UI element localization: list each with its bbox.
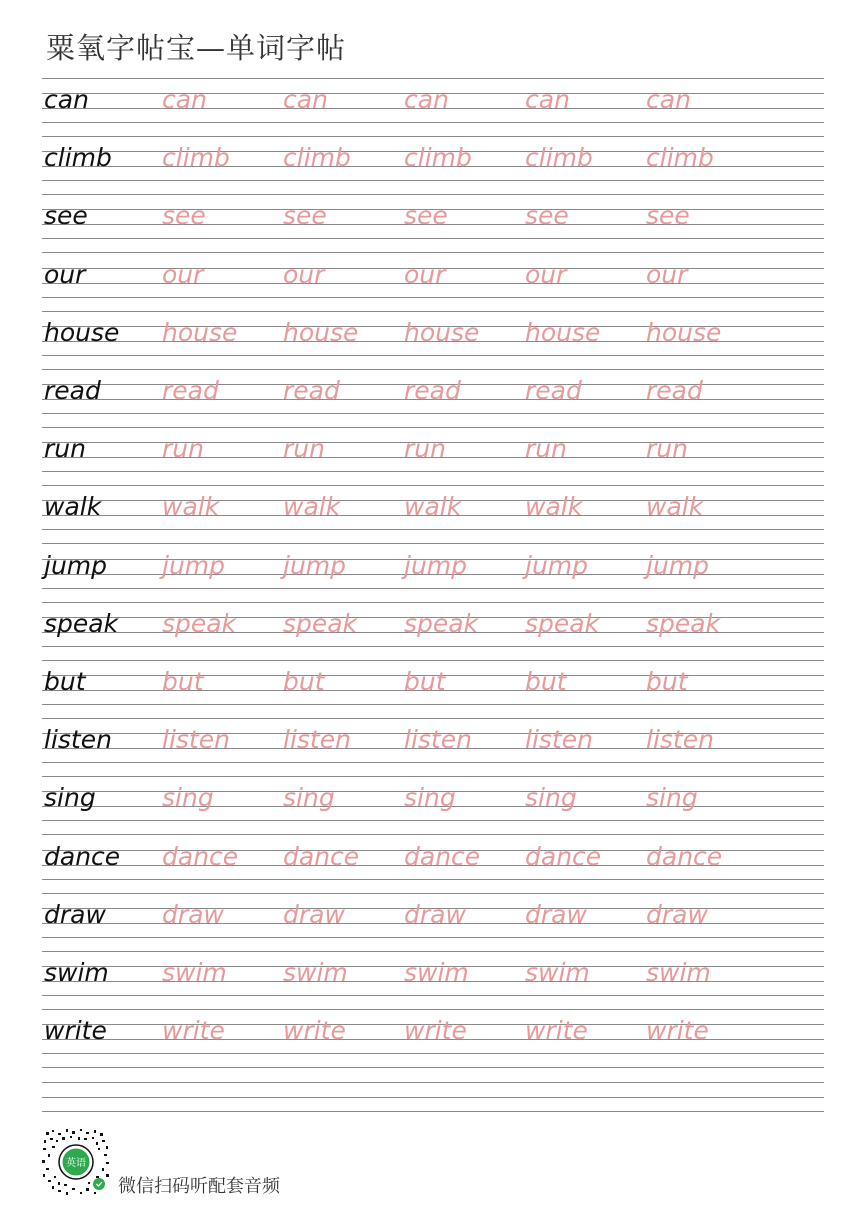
trace-word: see	[283, 201, 327, 231]
rule-line	[42, 660, 824, 661]
model-word: house	[44, 317, 120, 347]
trace-word: listen	[646, 725, 714, 755]
trace-word: run	[283, 434, 325, 464]
trace-word: draw	[646, 899, 708, 929]
trace-word: speak	[525, 608, 600, 638]
trace-word: sing	[525, 783, 577, 813]
rule-line	[42, 136, 824, 137]
rule-line	[42, 588, 824, 589]
trace-word: house	[283, 317, 359, 347]
rule-line	[42, 194, 824, 195]
trace-word: house	[525, 317, 601, 347]
trace-word: climb	[525, 143, 593, 173]
rule-line	[42, 1097, 824, 1098]
model-word: can	[44, 85, 89, 114]
rule-line	[42, 718, 824, 719]
trace-word: dance	[525, 841, 602, 871]
scan-caption: 微信扫码听配套音频	[118, 1176, 280, 1197]
rule-line	[42, 471, 824, 472]
trace-word: but	[162, 667, 204, 696]
trace-word: sing	[404, 783, 456, 813]
trace-word: jump	[283, 550, 347, 580]
trace-word: house	[162, 317, 238, 347]
model-word: listen	[44, 725, 112, 755]
rule-line	[42, 834, 824, 835]
footer	[42, 1128, 342, 1198]
page-title: 粟氧字帖宝—单词字帖	[46, 31, 347, 65]
trace-word: listen	[162, 725, 230, 755]
trace-word: speak	[646, 608, 721, 638]
trace-word: write	[162, 1016, 225, 1046]
trace-word: dance	[162, 841, 239, 871]
word-row	[0, 85, 868, 115]
trace-word: climb	[283, 143, 351, 173]
model-word: run	[44, 434, 86, 464]
trace-word: write	[283, 1016, 346, 1046]
trace-word: our	[283, 259, 325, 289]
trace-word: but	[283, 667, 325, 696]
model-word: write	[44, 1016, 107, 1046]
rule-line	[42, 180, 824, 181]
trace-word: jump	[162, 550, 226, 580]
word-row	[0, 143, 868, 173]
trace-word: dance	[646, 841, 723, 871]
trace-word: sing	[162, 783, 214, 813]
model-word: draw	[44, 899, 106, 929]
word-row	[0, 492, 868, 522]
rule-line	[42, 355, 824, 356]
rule-line	[42, 369, 824, 370]
rule-line	[42, 485, 824, 486]
trace-word: write	[404, 1016, 467, 1046]
model-word: climb	[44, 143, 112, 173]
trace-word: jump	[646, 550, 710, 580]
trace-word: dance	[283, 841, 360, 871]
trace-word: read	[404, 376, 461, 405]
model-word: jump	[44, 550, 108, 580]
trace-word: but	[525, 667, 567, 696]
trace-word: speak	[283, 608, 358, 638]
word-row	[0, 958, 868, 988]
rule-line	[42, 762, 824, 763]
trace-word: walk	[283, 492, 341, 522]
model-word: read	[44, 376, 101, 405]
rule-line	[42, 893, 824, 894]
trace-word: but	[404, 667, 446, 696]
trace-word: swim	[404, 958, 469, 987]
trace-word: house	[404, 317, 480, 347]
rule-line	[42, 602, 824, 603]
word-row	[0, 609, 868, 639]
rule-line	[42, 122, 824, 123]
rule-line	[42, 529, 824, 530]
rule-line	[42, 646, 824, 647]
trace-word: sing	[646, 783, 698, 813]
model-word: swim	[44, 958, 109, 987]
trace-word: walk	[525, 492, 583, 522]
rule-line	[42, 1009, 824, 1010]
trace-word: speak	[162, 608, 237, 638]
trace-word: run	[646, 434, 688, 464]
rule-line	[42, 78, 824, 79]
qr-badge-text: 英语	[66, 1158, 86, 1169]
qr-code-icon[interactable]	[42, 1128, 110, 1196]
trace-word: see	[646, 201, 690, 231]
word-row	[0, 376, 868, 406]
word-row	[0, 725, 868, 755]
trace-word: draw	[162, 899, 224, 929]
rule-line	[42, 820, 824, 821]
rule-line	[42, 543, 824, 544]
trace-word: jump	[404, 550, 468, 580]
trace-word: dance	[404, 841, 481, 871]
trace-word: draw	[404, 899, 466, 929]
word-row	[0, 318, 868, 348]
trace-word: climb	[646, 143, 714, 173]
trace-word: read	[283, 376, 340, 405]
rule-line	[42, 252, 824, 253]
word-row	[0, 842, 868, 872]
model-word: but	[44, 667, 86, 696]
trace-word: jump	[525, 550, 589, 580]
model-word: sing	[44, 783, 96, 813]
trace-word: run	[404, 434, 446, 464]
rule-line	[42, 1111, 824, 1112]
model-word: our	[44, 259, 86, 289]
rule-line	[42, 1082, 824, 1083]
rule-line	[42, 776, 824, 777]
rule-line	[42, 413, 824, 414]
word-row	[0, 783, 868, 813]
trace-word: swim	[525, 958, 590, 987]
rule-line	[42, 297, 824, 298]
rule-line	[42, 427, 824, 428]
trace-word: read	[525, 376, 582, 405]
trace-word: run	[525, 434, 567, 464]
trace-word: swim	[162, 958, 227, 987]
rule-line	[42, 879, 824, 880]
word-row	[0, 434, 868, 464]
trace-word: draw	[525, 899, 587, 929]
trace-word: see	[404, 201, 448, 231]
trace-word: listen	[404, 725, 472, 755]
trace-word: can	[283, 85, 328, 114]
trace-word: draw	[283, 899, 345, 929]
trace-word: see	[525, 201, 569, 231]
word-row	[0, 260, 868, 290]
rule-line	[42, 1067, 824, 1068]
trace-word: listen	[525, 725, 593, 755]
trace-word: climb	[404, 143, 472, 173]
trace-word: run	[162, 434, 204, 464]
word-row	[0, 201, 868, 231]
rule-line	[42, 311, 824, 312]
trace-word: speak	[404, 608, 479, 638]
trace-word: our	[162, 259, 204, 289]
trace-word: listen	[283, 725, 351, 755]
trace-word: house	[646, 317, 722, 347]
trace-word: see	[162, 201, 206, 231]
word-row	[0, 667, 868, 697]
model-word: see	[44, 201, 88, 231]
trace-word: sing	[283, 783, 335, 813]
rule-line	[42, 1053, 824, 1054]
model-word: dance	[44, 841, 121, 871]
trace-word: can	[525, 85, 570, 114]
trace-word: but	[646, 667, 688, 696]
word-row	[0, 900, 868, 930]
word-row	[0, 551, 868, 581]
model-word: speak	[44, 608, 119, 638]
trace-word: swim	[283, 958, 348, 987]
trace-word: can	[646, 85, 691, 114]
trace-word: write	[525, 1016, 588, 1046]
trace-word: climb	[162, 143, 230, 173]
rule-line	[42, 937, 824, 938]
trace-word: our	[404, 259, 446, 289]
trace-word: walk	[162, 492, 220, 522]
model-word: walk	[44, 492, 102, 522]
rule-line	[42, 704, 824, 705]
trace-word: can	[404, 85, 449, 114]
trace-word: write	[646, 1016, 709, 1046]
trace-word: walk	[404, 492, 462, 522]
trace-word: our	[525, 259, 567, 289]
trace-word: swim	[646, 958, 711, 987]
trace-word: walk	[646, 492, 704, 522]
word-row	[0, 1016, 868, 1046]
rule-line	[42, 995, 824, 996]
trace-word: read	[162, 376, 219, 405]
trace-word: can	[162, 85, 207, 114]
trace-word: our	[646, 259, 688, 289]
rule-line	[42, 238, 824, 239]
rule-line	[42, 951, 824, 952]
trace-word: read	[646, 376, 703, 405]
